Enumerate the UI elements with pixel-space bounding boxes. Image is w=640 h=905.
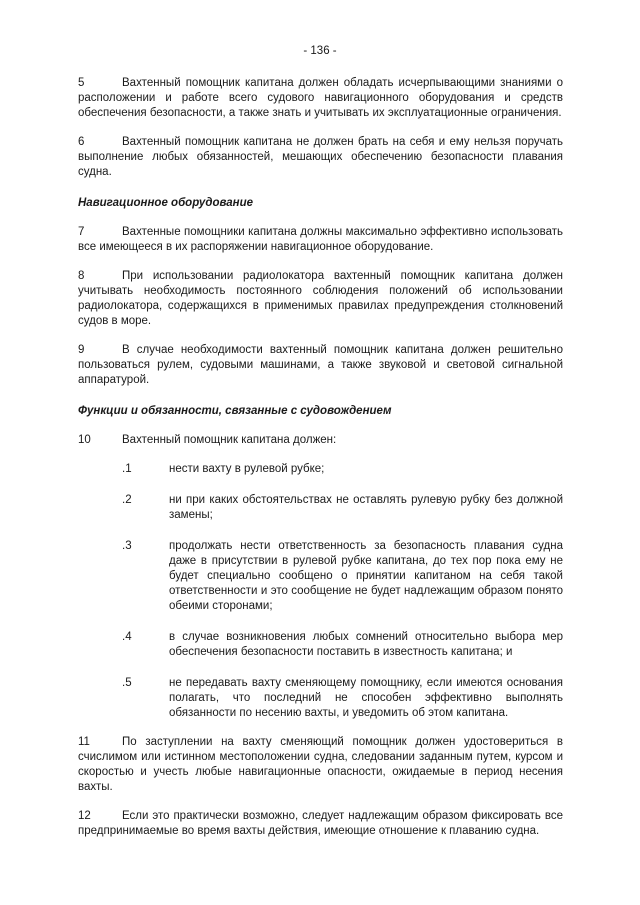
paragraph-7 [78,225,563,255]
document-body [78,76,563,839]
paragraph-text: Вахтенный помощник капитана должен обладать исчерпывающими знаниями о расположении и работе всего судового навигационного оборудования и средств обеспечения безопасности, а также знать и учитывать их эксплуатационные ограничения. [78,77,563,119]
paragraph-number: 7 [78,226,85,238]
paragraph-text: При использовании радиолокатора вахтенный помощник капитана должен учитывать необходимость постоянного соблюдения положений об использовании радиолокатора, содержащихся в применимых правилах предупреждения столкновений судов в море. [78,270,563,327]
list-item-4 [78,630,563,660]
paragraph-text: Вахтенный помощник капитана должен: [122,434,337,446]
paragraph-number: 9 [78,344,85,356]
list-item-2 [78,493,563,523]
paragraph-text: Вахтенные помощники капитана должны максимально эффективно использовать все имеющееся в их распоряжении навигационное оборудование. [78,226,563,253]
paragraph-number: 6 [78,136,85,148]
list-item-number: .4 [122,631,132,643]
paragraph-8 [78,269,563,329]
paragraph-number: 5 [78,77,85,89]
list-item-number: .1 [122,463,132,475]
paragraph-text: В случае необходимости вахтенный помощник капитана должен решительно пользоваться рулем, судовыми машинами, а также звуковой и световой сигнальной аппаратурой. [78,344,563,386]
paragraph-text: Если это практически возможно, следует надлежащим образом фиксировать все предпринимаемые во время вахты действия, имеющие отношение к плаванию судна. [78,810,563,837]
list-item-number: .3 [122,540,132,552]
section-heading-navigation-equipment: Навигационное оборудование [78,197,254,209]
list-item-text: продолжать нести ответственность за безопасность плавания судна даже в присутствии в рулевой рубке капитана, до тех пор пока ему не будет специально сообщено о принятии капитаном на себя такой ответственности и это сообщение не будет надлежащим образом понято обеими сторонами; [169,540,563,612]
list-item-1 [78,462,563,477]
list-item-number: .5 [122,677,132,689]
paragraph-number: 11 [78,736,90,748]
list-item-text: не передавать вахту сменяющему помощнику, если имеются основания полагать, что последний не способен эффективно выполнять обязанности по несению вахты, и уведомить об этом капитана. [169,677,563,719]
paragraph-number: 10 [78,434,91,446]
list-item-text: в случае возникновения любых сомнений относительно выбора мер обеспечения безопасности поставить в известность капитана; и [169,631,563,658]
list-item-text: нести вахту в рулевой рубке; [169,463,325,475]
paragraph-10 [78,433,563,448]
paragraph-text: По заступлении на вахту сменяющий помощник должен удостовериться в счислимом или истинном местоположении судна, следовании заданным путем, курсом и скоростью и учесть любые навигационные опасности, ожидаемые в период несения вахты. [78,736,563,793]
paragraph-number: 12 [78,810,91,822]
list-item-text: ни при каких обстоятельствах не оставлять рулевую рубку без должной замены; [169,494,563,521]
paragraph-11 [78,735,563,795]
page-number: - 136 - [303,45,337,57]
list-item-number: .2 [122,494,132,506]
paragraph-6 [78,135,563,180]
section-heading-navigation-duties: Функции и обязанности, связанные с судовождением [78,405,392,417]
paragraph-9 [78,343,563,388]
paragraph-12 [78,809,563,839]
list-item-5 [78,676,563,721]
paragraph-5 [78,76,563,121]
paragraph-text: Вахтенный помощник капитана не должен брать на себя и ему нельзя поручать выполнение любых обязанностей, мешающих обеспечению безопасности плавания судна. [78,136,563,178]
paragraph-number: 8 [78,270,85,282]
list-item-3 [78,539,563,614]
